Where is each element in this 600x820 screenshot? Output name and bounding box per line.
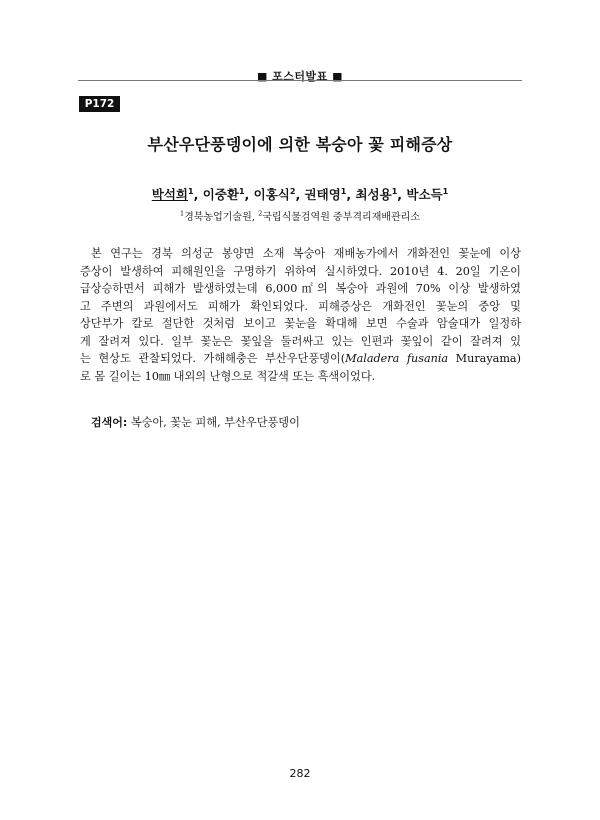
author-list (0, 185, 600, 203)
affiliation-list (0, 208, 600, 223)
keywords-label: 검색어: (91, 416, 128, 429)
section-header-label: ■ 포스터발표 ■ (256, 70, 344, 83)
abstract-line-text: 는 현상도 관찰되었다. 가해해충은 부산우단풍뎅이( (80, 352, 346, 365)
abstract-line: 게 잘려져 있다. 일부 꽃눈은 꽃잎을 둘러싸고 있는 인편과 꽃잎이 같이 잘려져 있 (80, 334, 521, 348)
author-name: 박소득 (406, 187, 443, 202)
author-affiliation-mark: 1 (188, 186, 194, 196)
poster-code-badge: P172 (79, 96, 120, 112)
page-number: 282 (289, 767, 311, 780)
author-affiliation-mark: 1 (238, 186, 245, 196)
abstract-line: 로 몸 길이는 10㎜ 내외의 난형으로 적갈색 또는 흑색이었다. (80, 369, 376, 383)
abstract-line: 고 주변의 과원에서도 피해가 확인되었다. 피해증상은 개화전인 꽃눈의 중앙 및 (80, 299, 521, 313)
keywords-text: 복숭아, 꽃눈 피해, 부산우단풍뎅이 (127, 416, 300, 429)
abstract-body (80, 245, 521, 385)
affiliation-mark: 2 (258, 209, 263, 218)
author-affiliation-mark: 1 (442, 186, 449, 196)
author-name: 권태영 (304, 187, 341, 202)
author-name: 박석희 (151, 187, 189, 202)
author-name: 최성용 (355, 187, 392, 202)
affiliation-text: 경북농업기술원, (184, 212, 259, 223)
author-name: 이홍식 (253, 187, 290, 202)
abstract-line: 증상이 발생하여 피해원인을 구명하기 위하여 실시하였다. 2010년 4. 20일 기온이 (80, 264, 521, 278)
author-separator: , (295, 187, 305, 202)
author-affiliation-mark: 2 (289, 186, 296, 196)
author-name: 이중환 (202, 187, 239, 202)
author-separator: , (346, 187, 356, 202)
paper-title: 부산우단풍뎅이에 의한 복숭아 꽃 피해증상 (147, 135, 453, 154)
author-separator: , (244, 187, 254, 202)
affiliation-mark: 1 (179, 209, 185, 218)
abstract-line (80, 350, 521, 368)
abstract-line: 상단부가 칼로 절단한 것처럼 보이고 꽃눈을 확대해 보면 수술과 암술대가 일정하 (80, 317, 521, 330)
author-affiliation-mark: 1 (391, 186, 398, 196)
author-separator: , (397, 187, 407, 202)
species-author: Murayama) (448, 352, 521, 365)
author-separator: , (193, 187, 203, 202)
keywords (91, 414, 521, 431)
species-scientific-name: Maladera fusania (345, 352, 449, 365)
author-affiliation-mark: 1 (340, 186, 347, 196)
abstract-line: 급상승하면서 피해가 발생하였는데 6,000㎡의 복숭아 과원에 70% 이상 발생하였 (80, 282, 521, 295)
header-divider (78, 80, 522, 81)
affiliation-text: 국립식물검역원 중부격리재배관리소 (262, 212, 420, 223)
abstract-line: 본 연구는 경북 의성군 봉양면 소재 복숭아 재배농가에서 개화전인 꽃눈에 이상 (91, 247, 521, 260)
